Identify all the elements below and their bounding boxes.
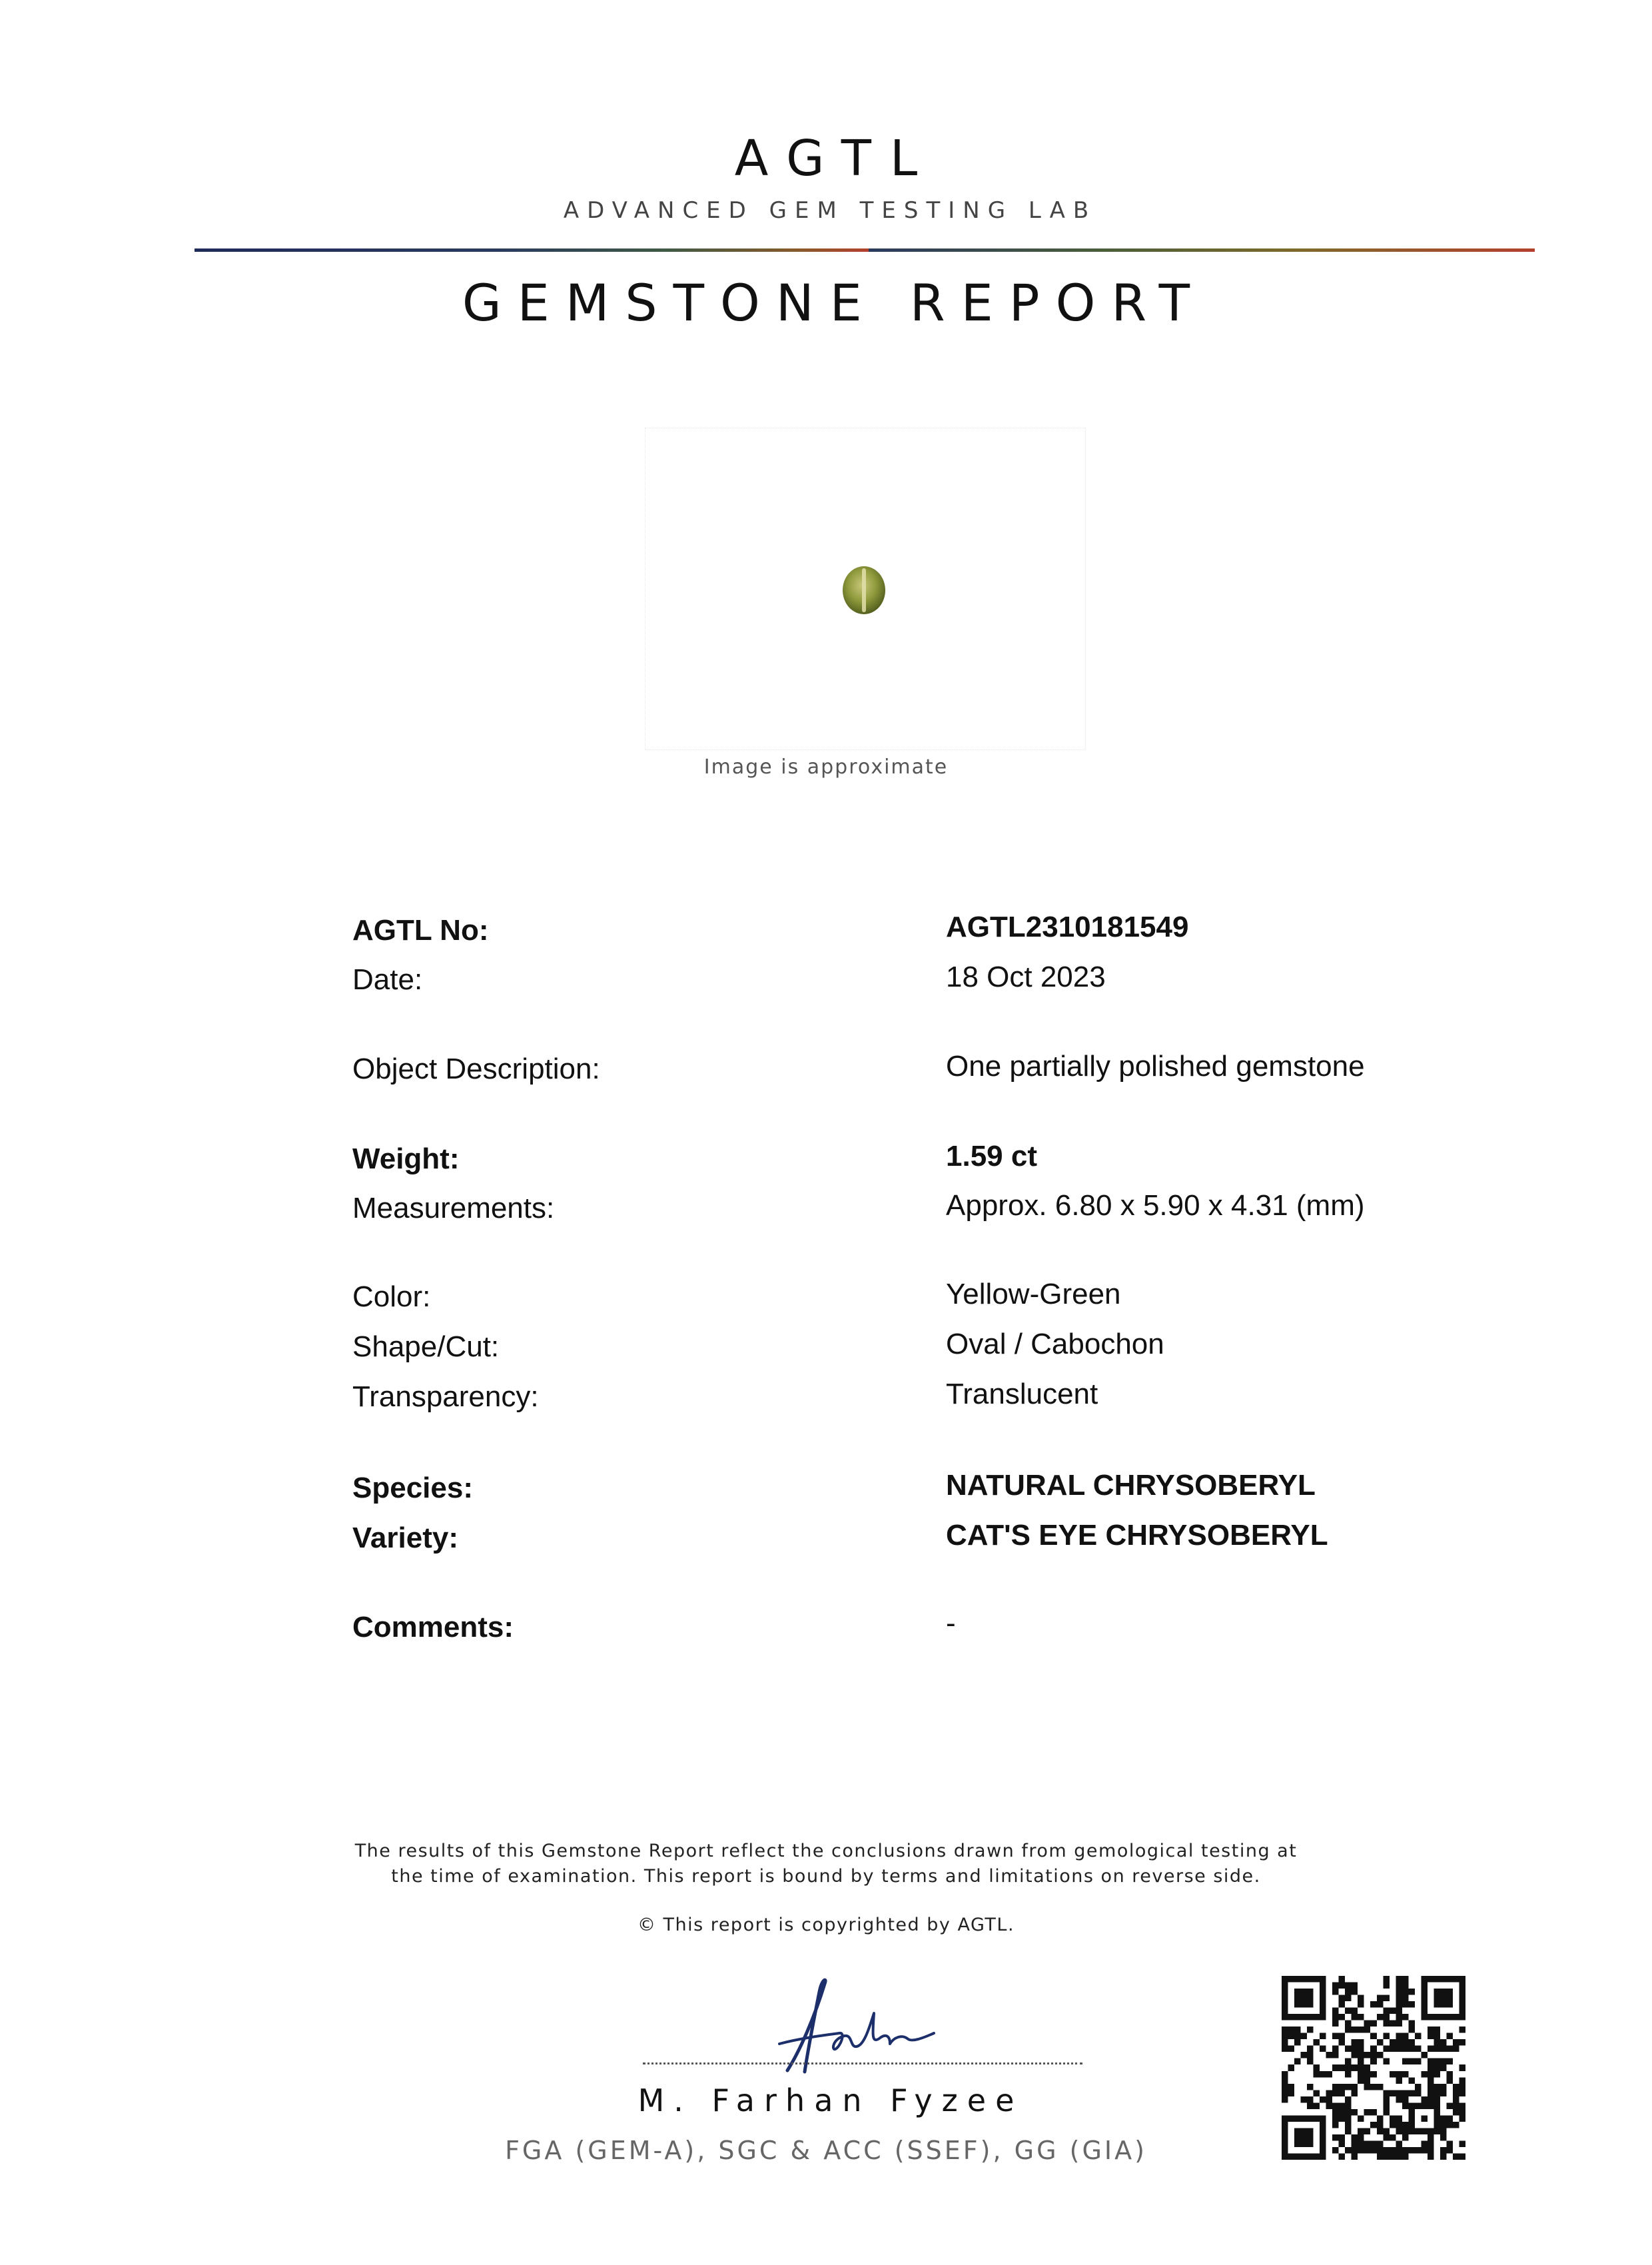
field-value-measurements: Approx. 6.80 x 5.90 x 4.31 (mm) <box>946 1189 1365 1222</box>
field-label-transparency: Transparency: <box>352 1380 539 1413</box>
field-label-date: Date: <box>352 963 423 996</box>
disclaimer-text <box>0 1839 1652 1889</box>
report-title: GEMSTONE REPORT <box>462 273 1206 332</box>
field-value-weight: 1.59 ct <box>946 1140 1037 1172</box>
header-divider-right <box>869 248 1535 252</box>
field-value-object-description: One partially polished gemstone <box>946 1050 1365 1083</box>
field-value-transparency: Translucent <box>946 1378 1098 1410</box>
field-label-weight: Weight: <box>352 1142 460 1175</box>
signatory-name: M. Farhan Fyzee <box>637 2082 1024 2118</box>
header-divider-left <box>195 248 869 252</box>
field-label-color: Color: <box>352 1280 431 1313</box>
field-value-variety: CAT'S EYE CHRYSOBERYL <box>946 1519 1328 1552</box>
image-caption: Image is approximate <box>703 755 949 779</box>
lab-logo-text: AGTL <box>734 130 937 187</box>
field-label-shape-cut: Shape/Cut: <box>352 1330 500 1363</box>
field-label-object-description: Object Description: <box>352 1053 600 1085</box>
field-value-species: NATURAL CHRYSOBERYL <box>946 1469 1316 1502</box>
copyright-notice: © This report is copyrighted by AGTL. <box>637 1915 1015 1935</box>
field-label-species: Species: <box>352 1472 473 1504</box>
lab-full-name: ADVANCED GEM TESTING LAB <box>563 197 1097 224</box>
disclaimer-line-1: The results of this Gemstone Report reflect the conclusions drawn from gemological testing at <box>354 1841 1298 1861</box>
field-label-comments: Comments: <box>352 1611 514 1643</box>
field-label-agtl-no: AGTL No: <box>352 914 489 947</box>
field-label-measurements: Measurements: <box>352 1192 555 1224</box>
field-value-color: Yellow-Green <box>946 1278 1121 1310</box>
field-value-comments: - <box>946 1607 956 1639</box>
signatory-credentials: FGA (GEM-A), SGC & ACC (SSEF), GG (GIA) <box>505 2136 1147 2165</box>
signature-image <box>753 1972 966 2092</box>
qr-code-icon <box>1282 1976 1465 2160</box>
field-label-variety: Variety: <box>352 1522 458 1554</box>
field-value-shape-cut: Oval / Cabochon <box>946 1328 1164 1360</box>
field-value-agtl-no: AGTL2310181549 <box>946 911 1189 943</box>
field-value-date: 18 Oct 2023 <box>946 961 1106 993</box>
signature-line <box>643 2062 1082 2064</box>
disclaimer-line-2: the time of examination. This report is bound by terms and limitations on reverse side. <box>391 1866 1261 1887</box>
gemstone-image <box>841 565 887 616</box>
